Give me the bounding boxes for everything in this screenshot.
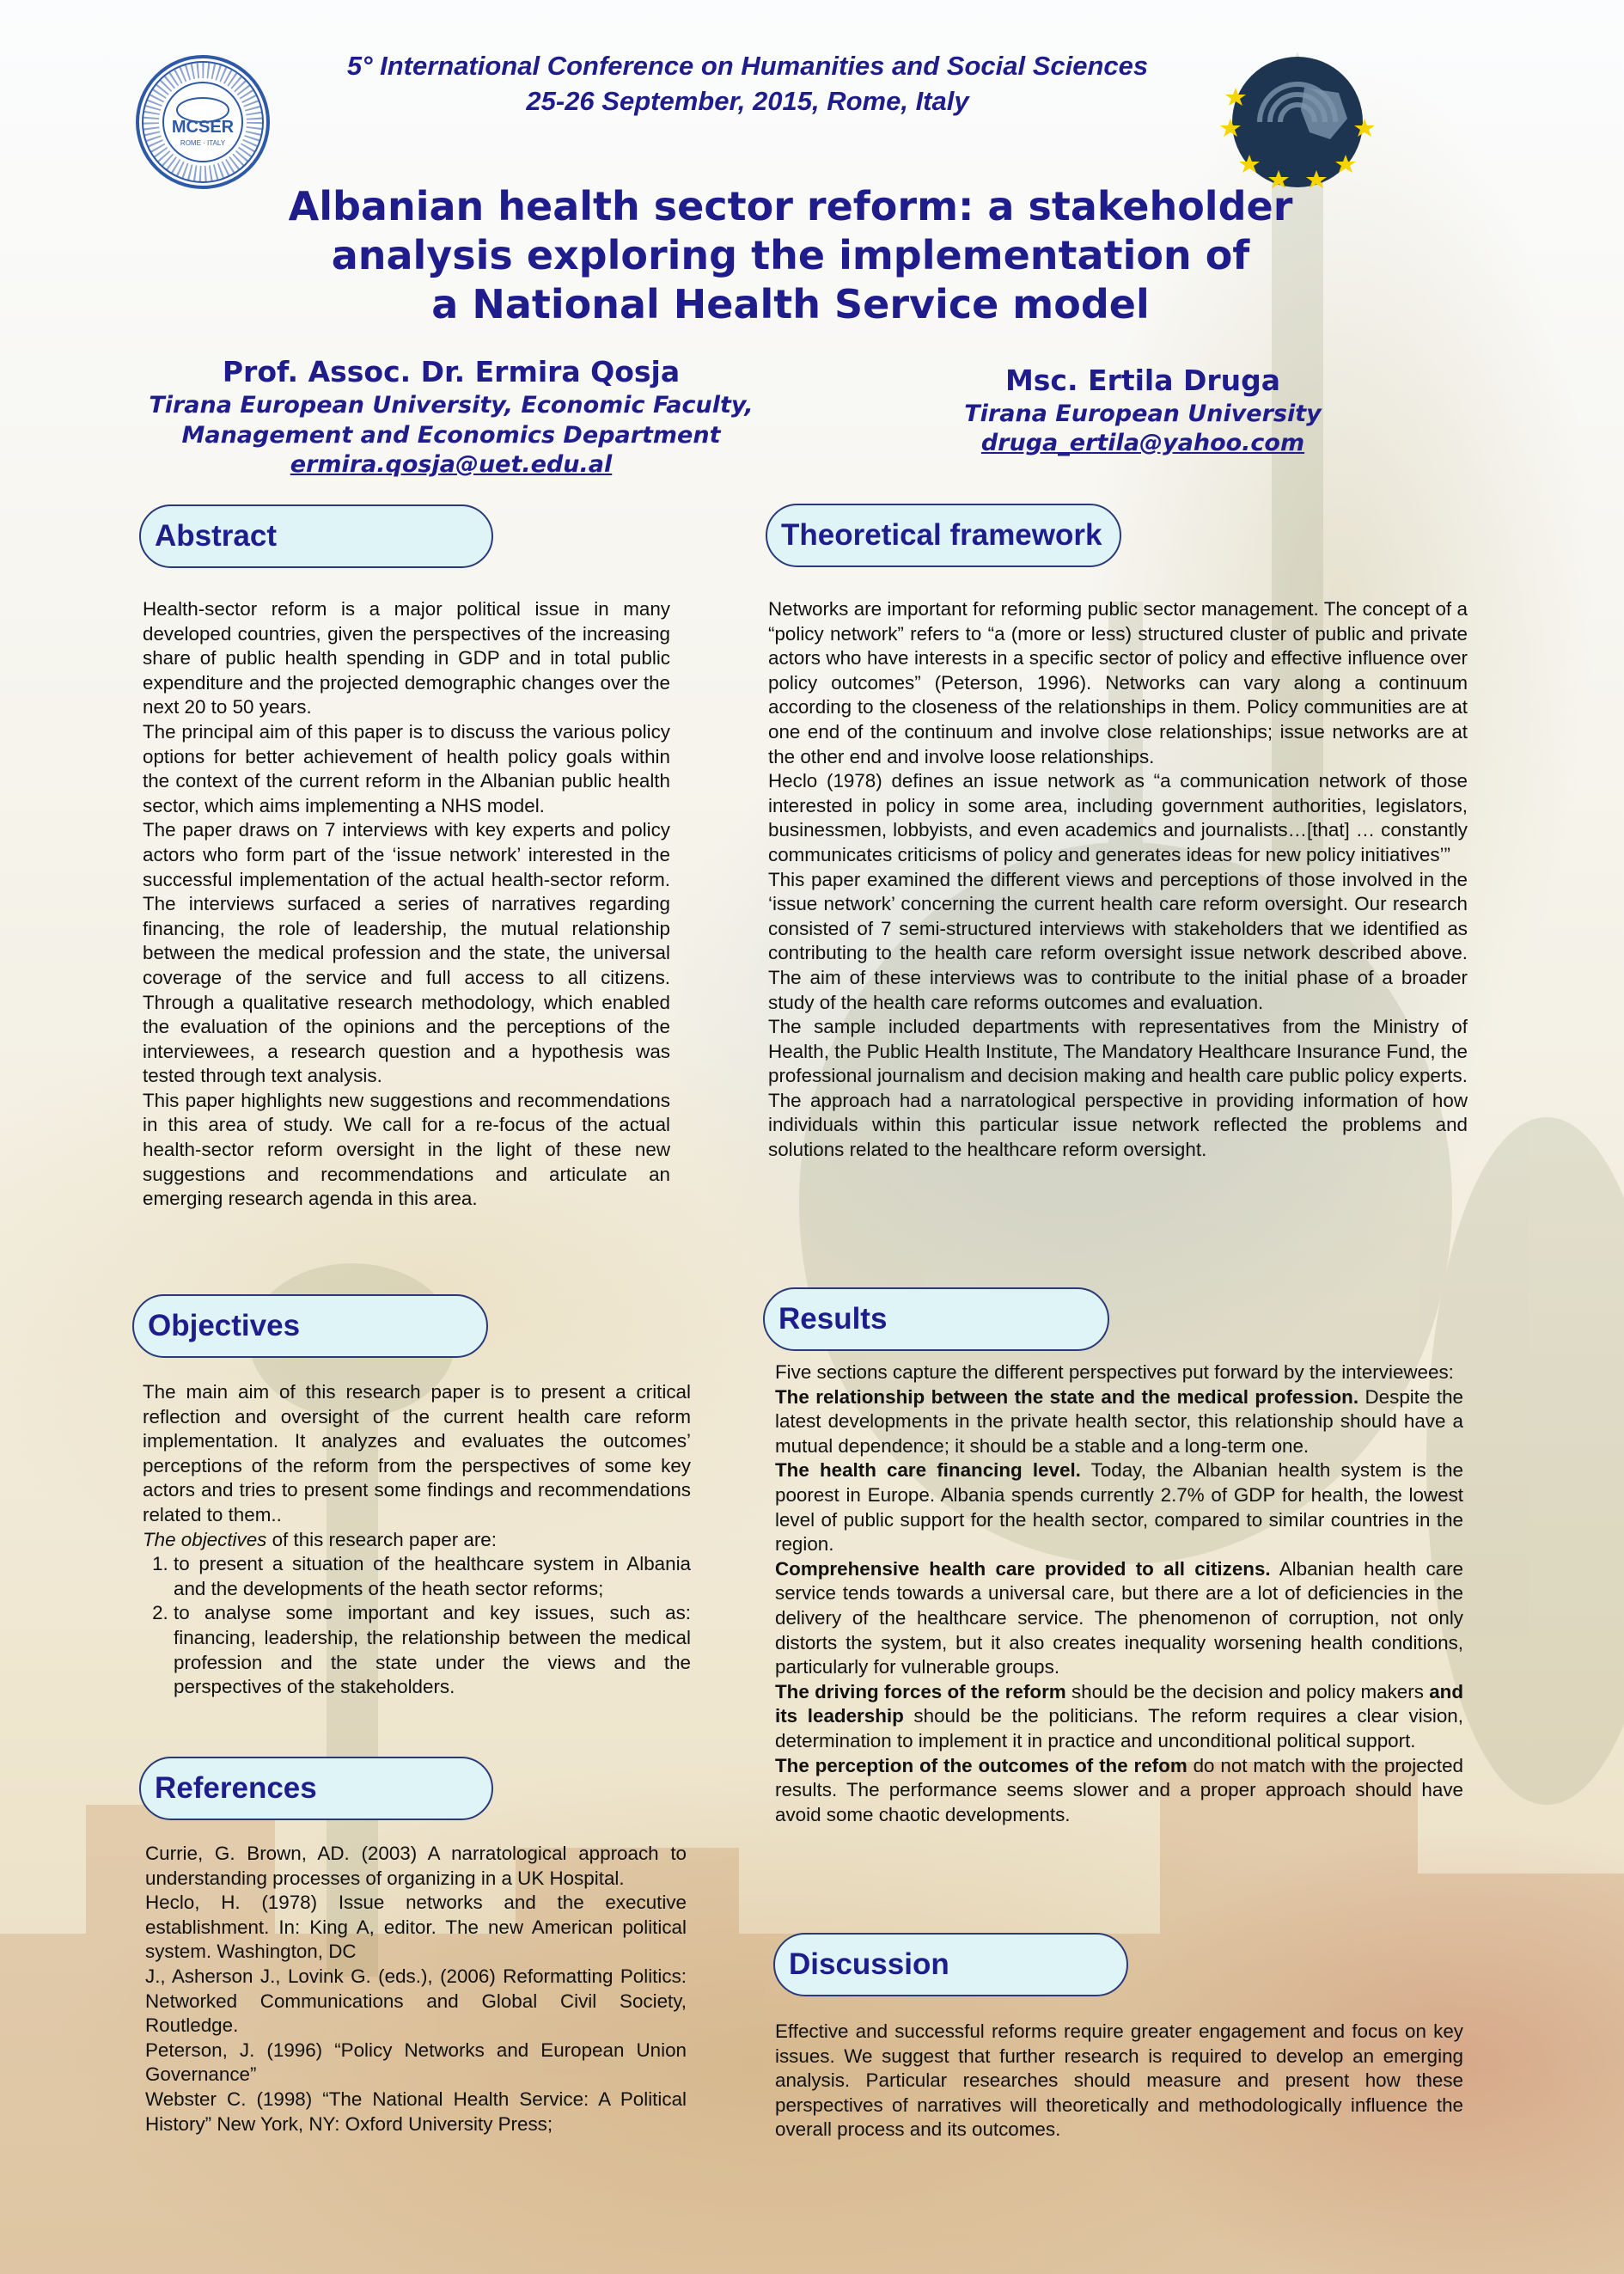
discussion-paragraph: Effective and successful reforms require greater engagement and focus on key issues. We suggest that further research is required to develop an emerging analysis. Particular researches should measure and present how these perspectives of narratives will theoretically and methodologically influence the overall process and its outcomes. <box>775 2020 1463 2141</box>
reference-item: J., Asherson J., Lovink G. (eds.), (2006) Reformatting Politics: Networked Communications and Global Civil Society, Routledge. <box>145 1965 687 2037</box>
results-intro: Five sections capture the different perspectives put forward by the interviewees: <box>775 1361 1454 1383</box>
author-affiliation: Tirana European University <box>964 400 1322 427</box>
mcser-logo-graphic <box>139 58 266 186</box>
results-item-text: should be the decision and policy makers <box>1065 1680 1430 1702</box>
theory-paragraph: The sample included departments with representatives from the Ministry of Health, the Public Health Institute, The Mandatory Healthcare Insurance Fund, the professional journalism and decision making and health care public policy experts. <box>768 1016 1468 1087</box>
mcser-logo-text: MCSER <box>171 118 235 137</box>
theory-paragraph: Heclo (1978) defines an issue network as “a communication network of those interested in policy in some area, including government authorities, legislators, businessmen, lobbyists, and even academics and journalists…[that] … constantly communicates criticisms of policy and generates ideas for new policy initiatives’” <box>768 770 1468 865</box>
mcser-logo-subtext: ROME · ITALY <box>180 139 226 147</box>
results-item-text: Albanian health care service tends towards a universal care, but there are a lot of deficiencies in the delivery of the healthcare service. The phenomenon of corruption, not only distorts the system, but it also creates inequality worsening health conditions, particularly for vulnerable groups. <box>775 1557 1463 1678</box>
abstract-paragraph: The paper draws on 7 interviews with key experts and policy actors who form part of the ‘issue network’ interested in the successful implementation of the actual health-sector reform. The interviews surfaced a series of narratives regarding financing, the role of leadership, the mutual relationship between the medical profession and the state, the universal coverage of the service and full access to all citizens. Through a qualitative research methodology, which enabled the evaluation of the opinions and the perceptions of the interviewees, a research question and a hypothesis was tested through text analysis. <box>143 819 670 1087</box>
author-name: Prof. Assoc. Dr. Ermira Qosja <box>222 355 681 388</box>
author-email-link[interactable]: ermira.qosja@uet.edu.al <box>290 451 613 478</box>
poster-title <box>172 182 1409 329</box>
europe-stars-logo <box>1218 53 1377 191</box>
theory-paragraph: This paper examined the different views and perceptions of those involved in the ‘issue network’ concerning the current health care reform oversight. Our research consisted of 7 semi-structured interviews with stakeholders that we identified as contributing to the health care reform oversight issue network described above. The aim of these interviews was to contribute to the initial phase of a broader study of the health care reforms outcomes and evaluation. <box>768 868 1468 1013</box>
results-heading-label: Results <box>778 1302 888 1336</box>
discussion-heading <box>773 1933 1128 1996</box>
results-item-title: and its leadership <box>775 1680 1464 1727</box>
results-item-title: The health care financing level. <box>775 1459 1081 1482</box>
abstract-paragraph: The principal aim of this paper is to discuss the various policy options for better achievement of health policy goals within the context of the current reform in the Albanian public health sector, which aims implementing a NHS model. <box>143 720 670 816</box>
conference-date-location: 25-26 September, 2015, Rome, Italy <box>526 86 969 116</box>
title-line-2: analysis exploring the implementation of <box>331 232 1250 278</box>
conference-name: 5° International Conference on Humanities and Social Sciences <box>346 51 1149 81</box>
conference-header <box>292 48 1203 119</box>
abstract-paragraph: Health-sector reform is a major political issue in many developed countries, given the perspectives of the increasing share of public health spending in GDP and in total public expenditure and the projected demographic changes over the next 20 to 50 years. <box>143 598 670 718</box>
results-item-text: do not match with the projected results. The performance seems slower and a proper approach should have avoid some chaotic developments. <box>775 1754 1463 1825</box>
author-department: Management and Economics Department <box>181 422 721 449</box>
objectives-body <box>143 1380 691 1700</box>
objectives-list-item: 1. to present a situation of the healthcare system in Albania and the developments of the heath sector reforms; <box>174 1552 691 1601</box>
theory-heading <box>766 504 1121 567</box>
abstract-heading-label: Abstract <box>155 519 277 553</box>
results-item-text: Despite the latest developments in the private health sector, this relationship should have a mutual dependence; it should be a stable and a long-term one. <box>775 1385 1463 1457</box>
objectives-heading-label: Objectives <box>148 1309 301 1342</box>
objectives-heading <box>132 1294 488 1358</box>
objectives-intro <box>143 1528 691 1553</box>
author-email-link[interactable]: druga_ertila@yahoo.com <box>980 430 1305 456</box>
results-item <box>775 1680 1463 1754</box>
discussion-heading-label: Discussion <box>789 1947 949 1981</box>
results-item-title: The relationship between the state and the medical profession. <box>775 1385 1359 1408</box>
results-item <box>775 1385 1463 1459</box>
title-line-1: Albanian health sector reform: a stakeholder <box>288 183 1293 229</box>
author-block-1 <box>120 354 782 480</box>
theory-paragraph: The approach had a narratological perspective in providing information of how individuals within this particular issue network reflected the problems and solutions related to the healthcare reform oversight. <box>768 1089 1468 1161</box>
results-body <box>775 1360 1463 1827</box>
reference-item: Webster C. (1998) “The National Health Service: A Political History” New York, NY: Oxford University Press; <box>145 2088 687 2135</box>
results-item <box>775 1557 1463 1680</box>
objectives-paragraph: The main aim of this research paper is to present a critical reflection and oversight of the current health care reform implementation. It analyzes and evaluates the outcomes’ perceptions of the reform from the perspectives of some key actors and tries to present some findings and recommendations related to them.. <box>143 1381 691 1525</box>
results-item <box>775 1754 1463 1828</box>
reference-item: Peterson, J. (1996) “Policy Networks and European Union Governance” <box>145 2039 687 2086</box>
results-item-title: The perception of the outcomes of the refom <box>775 1754 1187 1776</box>
objectives-list <box>143 1552 691 1700</box>
objectives-intro-rest: of this research paper are: <box>266 1528 497 1550</box>
abstract-paragraph: This paper highlights new suggestions and recommendations in this area of study. We call for a re-focus of the actual health-sector reform oversight in the light of these new suggestions and recommendations and articulate an emerging research agenda in this area. <box>143 1089 670 1210</box>
references-heading-label: References <box>155 1771 317 1805</box>
objectives-list-item: 2. to analyse some important and key issues, such as: financing, leadership, the relationship between the medical profession and the state under the views and the perspectives of the stakeholders. <box>174 1601 691 1699</box>
theory-heading-label: Theoretical framework <box>781 518 1102 552</box>
author-name: Msc. Ertila Druga <box>1004 364 1281 397</box>
theory-paragraph: Networks are important for reforming public sector management. The concept of a “policy network” refers to “a (more or less) structured cluster of public and private actors who have interests in a specific sector of policy and effective influence over policy outcomes” (Peterson, 1996). Networks can vary along a continuum according to the closeness of the relationships in them. Policy communities are at one end of the continuum and involve close relationships; issue networks are at the other end and involve loose relationships. <box>768 598 1468 767</box>
results-item-text: Today, the Albanian health system is the poorest in Europe. Albania spends currently 2.7% of GDP for health, the lowest level of public support for the health sector, compared to similar countries in the region. <box>775 1459 1463 1556</box>
reference-item: Currie, G. Brown, AD. (2003) A narratological approach to understanding processes of organizing in a UK Hospital. <box>145 1843 687 1889</box>
author-block-2 <box>902 363 1383 458</box>
references-body <box>145 1842 687 2136</box>
objectives-intro-italic: The objectives <box>143 1528 267 1550</box>
references-heading <box>139 1757 493 1820</box>
results-item-text: should be the politicians. The reform requires a clear vision, determination to implement it in practice and unconditional political support. <box>775 1705 1463 1751</box>
author-affiliation: Tirana European University, Economic Faculty, <box>149 392 754 419</box>
results-heading <box>763 1287 1109 1351</box>
title-line-3: a National Health Service model <box>431 281 1150 327</box>
mcser-logo <box>136 55 270 189</box>
results-item-title: The driving forces of the reform <box>775 1680 1066 1702</box>
abstract-heading <box>139 504 493 568</box>
discussion-body <box>775 2020 1463 2143</box>
results-item-title: Comprehensive health care provided to all citizens. <box>775 1557 1271 1580</box>
reference-item: Heclo, H. (1978) Issue networks and the executive establishment. In: King A, editor. The new American political system. Washington, DC <box>145 1892 687 1963</box>
abstract-body <box>143 597 670 1212</box>
theory-body <box>768 597 1468 1163</box>
results-item <box>775 1458 1463 1556</box>
